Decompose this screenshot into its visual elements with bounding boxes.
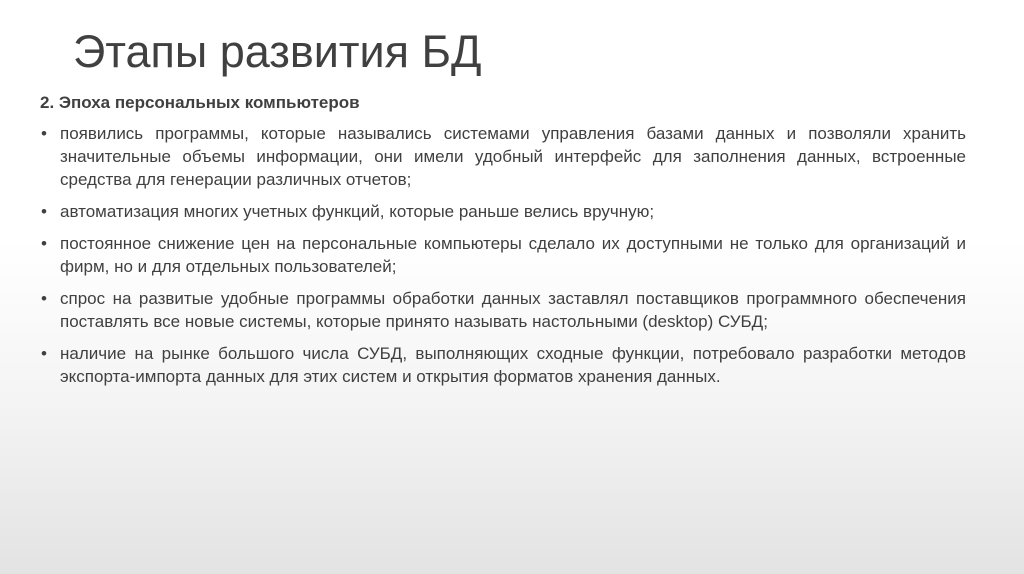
bullet-text: наличие на рынке большого числа СУБД, выполняющих сходные функции, потребовало разработки методов экспорта-импорта данных для этих систем и открытия форматов хранения данных. <box>60 344 966 386</box>
slide-title: Этапы развития БД <box>73 26 482 77</box>
bullet-item <box>40 122 966 191</box>
section-subheading: 2. Эпоха персональных компьютеров <box>40 93 360 112</box>
bullet-list <box>40 122 966 388</box>
bullet-item <box>40 232 966 278</box>
bullet-point-icon: • <box>41 234 47 253</box>
bullet-point-icon: • <box>41 344 47 363</box>
bullet-text: автоматизация многих учетных функций, которые раньше велись вручную; <box>60 202 655 221</box>
bullet-point-icon: • <box>41 124 47 143</box>
slide-content <box>40 91 966 397</box>
bullet-point-icon: • <box>41 289 47 308</box>
bullet-item <box>40 287 966 333</box>
bullet-point-icon: • <box>41 202 47 221</box>
bullet-item <box>40 342 966 388</box>
bullet-item <box>40 200 966 223</box>
bullet-text: появились программы, которые назывались системами управления базами данных и позволяли хранить значительные объемы информации, они имели удобный интерфейс для заполнения данных, встроенные средства для генерации различных отчетов; <box>60 124 966 189</box>
bullet-text: постоянное снижение цен на персональные компьютеры сделало их доступными не только для организаций и фирм, но и для отдельных пользователей; <box>60 234 966 276</box>
bullet-text: спрос на развитые удобные программы обработки данных заставлял поставщиков программного обеспечения поставлять все новые системы, которые принято называть настольными (desktop) СУБД; <box>60 289 966 331</box>
